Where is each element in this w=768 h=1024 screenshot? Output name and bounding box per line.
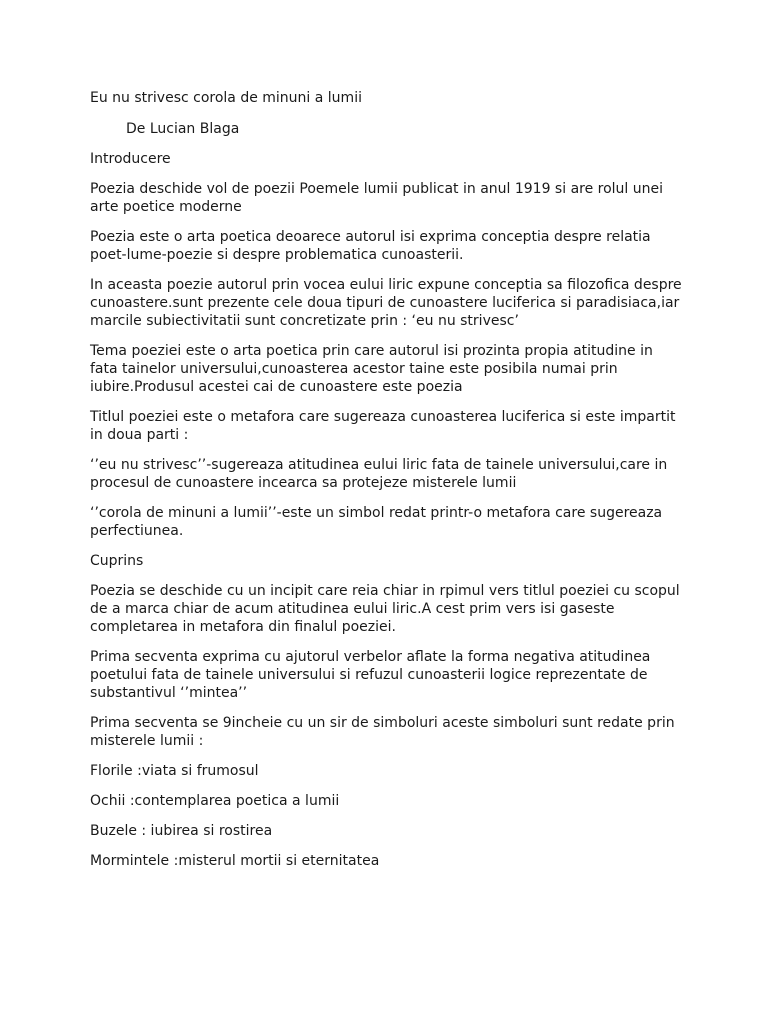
paragraph: ‘’corola de minuni a lumii’’-este un simbol redat printr-o metafora care sugereaza perfectiunea.	[90, 505, 663, 539]
paragraph: In aceasta poezie autorul prin vocea eului liric expune conceptia sa filozofica despre cunoastere.sunt prezente cele doua tipuri de cunoastere luciferica si paradisiaca,iar marcile subiectivitatii sunt concretizate prin : ‘eu nu strivesc’	[90, 277, 682, 329]
paragraph: Titlul poeziei este o metafora care sugereaza cunoasterea luciferica si este impartit in doua parti :	[90, 409, 676, 443]
paragraph: Poezia deschide vol de poezii Poemele lumii publicat in anul 1919 si are rolul unei arte poetice moderne	[90, 181, 664, 215]
document-body	[90, 89, 690, 882]
paragraph: Poezia este o arta poetica deoarece autorul isi exprima conceptia despre relatia poet-lume-poezie si despre problematica cunoasterii.	[90, 229, 651, 263]
symbol-list-item: Florile :viata si frumosul	[90, 763, 259, 779]
symbol-list-item: Mormintele :misterul mortii si eternitatea	[90, 853, 380, 869]
paragraph: Prima secventa se 9incheie cu un sir de simboluri aceste simboluri sunt redate prin misterele lumii :	[90, 715, 675, 749]
paragraph: ‘’eu nu strivesc’’-sugereaza atitudinea eului liric fata de tainele universului,care in procesul de cunoastere incearca sa protejeze misterele lumii	[90, 457, 668, 491]
symbol-list-item: Ochii :contemplarea poetica a lumii	[90, 793, 340, 809]
paragraph: Prima secventa exprima cu ajutorul verbelor aflate la forma negativa atitudinea poetului fata de tainele universului si refuzul cunoasterii logice reprezentate de substantivul ‘’mintea’’	[90, 649, 651, 701]
paragraph: Poezia se deschide cu un incipit care reia chiar in rpimul vers titlul poeziei cu scopul de a marca chiar de acum atitudinea eului liric.A cest prim vers isi gaseste completarea in metafora din finalul poeziei.	[90, 583, 680, 635]
section-heading-introducere: Introducere	[90, 151, 171, 167]
section-heading-cuprins: Cuprins	[90, 553, 144, 569]
paragraph: Tema poeziei este o arta poetica prin care autorul isi prozinta propia atitudine in fata tainelor universului,cunoasterea acestor taine este posibila numai prin iubire.Produsul acestei cai de cunoastere este poezia	[90, 343, 653, 395]
document-author: De Lucian Blaga	[126, 121, 240, 137]
document-title: Eu nu strivesc corola de minuni a lumii	[90, 90, 362, 106]
symbol-list-item: Buzele : iubirea si rostirea	[90, 823, 273, 839]
